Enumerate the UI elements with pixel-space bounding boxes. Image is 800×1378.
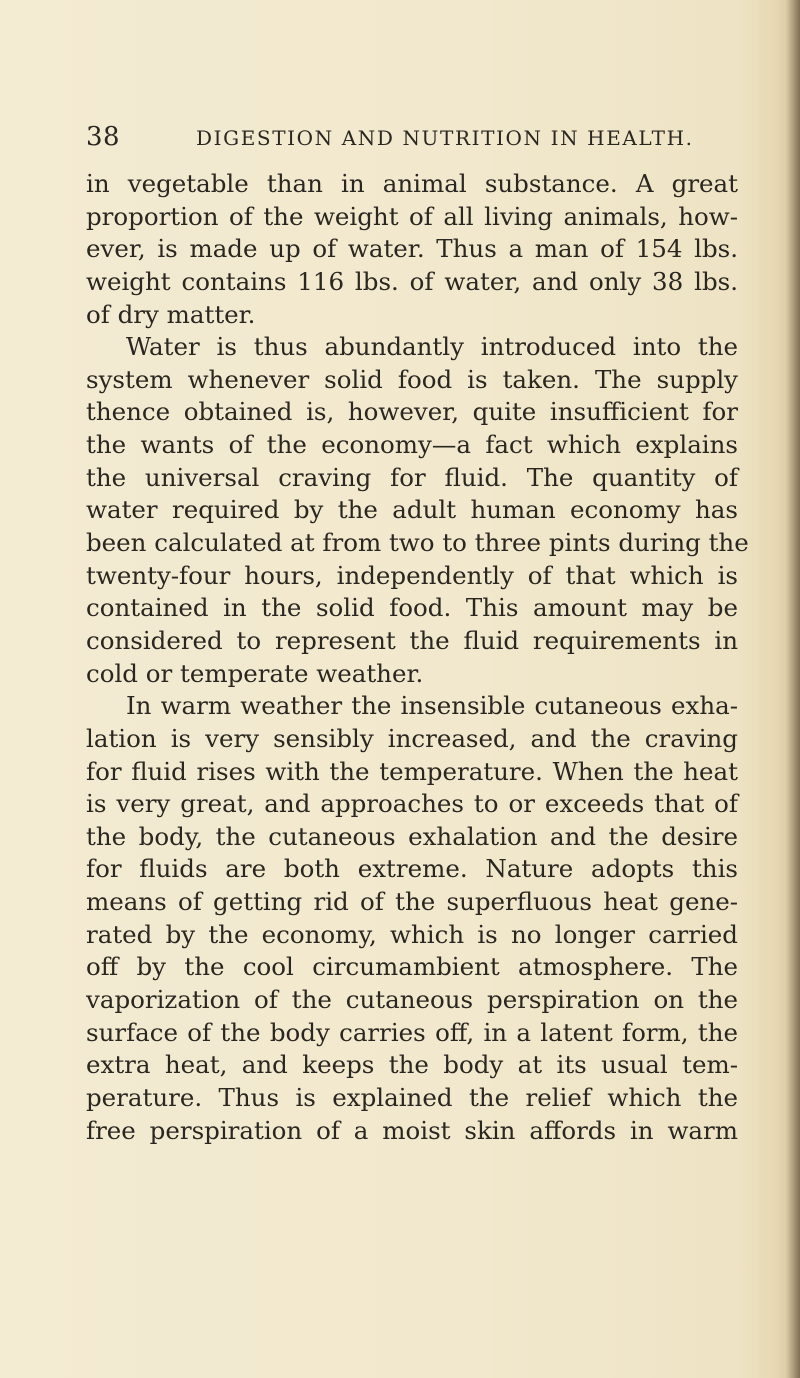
text-line: ever, is made up of water. Thus a man of 154 lbs. [86, 234, 738, 264]
text-line: off by the cool circumambient atmosphere. The [86, 952, 738, 982]
text-line: for fluid rises with the temperature. When the heat [86, 756, 738, 786]
paragraph-end-line: of dry matter. [86, 299, 256, 329]
text-line: lation is very sensibly increased, and the craving [86, 723, 738, 753]
text-line: water required by the adult human economy has [86, 495, 738, 525]
paragraph-end-line: cold or temperate weather. [86, 658, 424, 688]
text-line: is very great, and approaches to or exceeds that of [86, 789, 738, 819]
text-line: been calculated at from two to three pints during the [86, 528, 749, 558]
page-number: 38 [86, 122, 121, 152]
text-line: in vegetable than in animal substance. A great [86, 169, 738, 198]
text-line: extra heat, and keeps the body at its usual tem- [86, 1050, 738, 1080]
page-header [86, 122, 736, 162]
text-line: weight contains 116 lbs. of water, and only 38 lbs. [86, 266, 738, 296]
paragraph-start-line: In warm weather the insensible cutaneous exha- [126, 691, 738, 721]
text-line: surface of the body carries off, in a latent form, the [86, 1017, 738, 1047]
paragraph-start-line: Water is thus abundantly introduced into the [126, 332, 738, 362]
text-line: for fluids are both extreme. Nature adopts this [86, 854, 738, 884]
text-line: perature. Thus is explained the relief which the [86, 1082, 738, 1112]
text-line: the wants of the economy—a fact which explains [86, 430, 738, 460]
text-line: rated by the economy, which is no longer carried [86, 919, 738, 949]
text-line: thence obtained is, however, quite insufficient for [86, 397, 738, 427]
text-line: contained in the solid food. This amount may be [86, 593, 738, 623]
text-line: the universal craving for fluid. The quantity of [86, 462, 738, 492]
text-line: twenty-four hours, independently of that which is [86, 560, 738, 590]
text-line: proportion of the weight of all living animals, how- [86, 201, 738, 231]
text-line: considered to represent the fluid requirements in [86, 625, 738, 655]
running-head: DIGESTION AND NUTRITION IN HEALTH. [196, 126, 694, 150]
body-text [86, 168, 749, 1147]
page-edge-shadow [786, 0, 800, 1378]
text-line: system whenever solid food is taken. The supply [86, 364, 738, 394]
text-line: the body, the cutaneous exhalation and the desire [86, 821, 738, 851]
text-line: means of getting rid of the superfluous heat gene- [86, 887, 738, 917]
text-line: vaporization of the cutaneous perspiration on the [86, 985, 738, 1015]
text-line: free perspiration of a moist skin affords in warm [86, 1115, 738, 1145]
